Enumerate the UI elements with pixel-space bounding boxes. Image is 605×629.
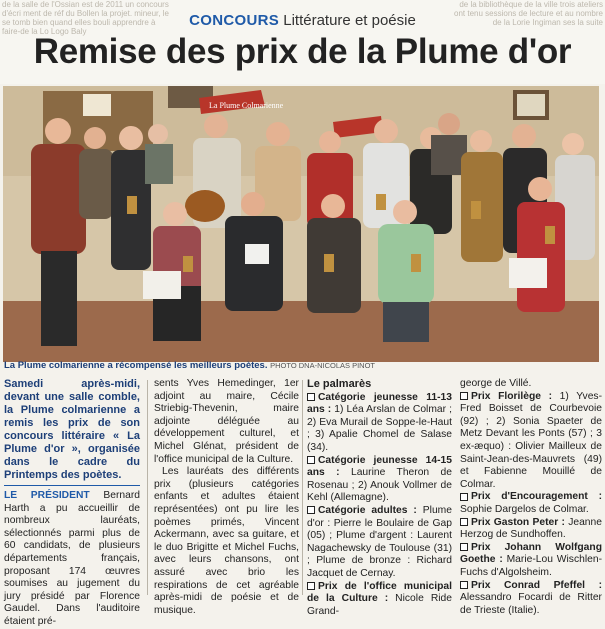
palmares-item [307, 392, 452, 455]
prize-winners: Jeanne Herzog de Sundhoffen. [460, 516, 602, 541]
prize-name: Prix d'Encouragement : [471, 491, 602, 503]
prize-name: Catégorie jeunesse 14-15 ans : [307, 454, 452, 479]
bullet-square-icon [460, 581, 468, 589]
banner-text: La Plume Colmarienne [209, 101, 284, 110]
column-rule [147, 380, 148, 595]
body-paragraph-2: sents Yves Hemedinger, 1er adjoint au maire, Cécile Striebig-Thevenin, maire adjointe déléguée au développement culturel, et Michel Glénat, président de l'office municipal de la Culture. [154, 378, 299, 465]
palmares-list [307, 392, 452, 619]
photo-caption [4, 360, 600, 371]
kicker-tag: CONCOURS [189, 12, 280, 29]
palmares-heading: Le palmarès [307, 378, 372, 390]
prize-name: Prix Florilège : [471, 390, 553, 402]
bullet-square-icon [307, 393, 315, 401]
column-2 [154, 378, 299, 617]
lead-in: LE PRÉSIDENT [4, 490, 90, 501]
prize-name: Prix Conrad Pfeffel : [471, 579, 602, 591]
prize-winners: Sophie Dargelos de Colmar. [460, 503, 589, 515]
bullet-square-icon [307, 506, 315, 514]
intro-divider [4, 485, 140, 486]
intro-paragraph: Samedi après-midi, devant une salle comble, la Plume colmarienne a remis les prix de son concours littéraire « La Plume d'or », organisée dans le cadre du Printemps des poètes. [4, 378, 140, 481]
group-photo [3, 86, 599, 362]
prize-name: Prix Johann Wolfgang Goethe : [460, 541, 602, 566]
kicker [0, 12, 605, 29]
bullet-square-icon [460, 518, 468, 526]
column-3-palmares [307, 378, 452, 618]
prize-name: Prix de l'office municipal de la Culture : [307, 580, 452, 605]
body-paragraph-3: Les lauréats des différents prix (plusieurs catégories enfants et adultes étaient représentées) ont pu lire les poèmes primés, Vincent Ackermann, avec sa guitare, et le duo Brigitte et Michel Fuchs, avec leurs chansons, ont assuré avec brio les respirations de cet agréable après-midi de poésie et de musique. [154, 466, 299, 616]
prize-winners: 1) Yves-Fred Boisset de Courbevoie (92) ; 2) Sonia Spaeter de Metz Devant les Ponts (57) ; 3 ex-æquo) : Olivier Mailleux de Saint-Jean-des-Mauvrets (49) et Fabienne Mouillé de Colmar. [460, 390, 602, 490]
palmares-item [460, 517, 602, 542]
prize-winners: Marie-Lou Wischlen-Fuchs d'Algolsheim. [460, 554, 602, 578]
column-rule [302, 380, 303, 595]
prize-name: Catégorie jeunesse 11-13 ans : [307, 391, 452, 416]
palmares-list-2 [460, 391, 602, 618]
kicker-subtitle: Littérature et poésie [283, 12, 416, 29]
headline: Remise des prix de la Plume d'or [33, 32, 572, 71]
prize-winners: Plume d'or : Pierre le Boulaire de Gap (05) ; Plume d'argent : Laurent Nagachewsky de Toulouse (31) ; Plume de bronze : Richard Jacquet de Cernay. [307, 504, 452, 579]
palmares-item [460, 491, 602, 516]
photo-credit: PHOTO DNA-NICOLAS PINOT [270, 361, 376, 370]
bullet-square-icon [460, 543, 468, 551]
bullet-square-icon [307, 582, 315, 590]
body-paragraph-1 [4, 490, 140, 629]
caption-text: La Plume colmarienne a récompensé les meilleurs poètes. [4, 360, 268, 371]
body-text-1: Bernard Harth a pu accueillir de nombreux lauréats, sélectionnés parmi plus de 60 candidats, de plusieurs départements français, proposant 174 œuvres soumises au jugement du jury présidé par Florence Gaudel. Dans l'auditoire étaient pré- [4, 490, 140, 627]
faded-adjacent-text-left: de la salle de l'Ossian est de 2011 un concours d'écri ment de réf du Bollen la projet. mineur, le se tomb bien quand elles bouli apprendre à faire-de la Lo Logo Baly [2, 0, 169, 36]
prize-name: Catégorie adultes : [318, 504, 417, 516]
palmares-item [460, 542, 602, 580]
palmares-item [307, 505, 452, 581]
bullet-square-icon [307, 456, 315, 464]
bullet-square-icon [460, 493, 468, 501]
article-header [0, 0, 605, 84]
palmares-item [460, 580, 602, 618]
prize-winners: Laurine Theron de Rosenau ; 2) Anouk Vollmer de Kehl (Allemagne). [307, 467, 452, 504]
prize-winners: 1) Léa Arslan de Colmar ; 2) Eva Murail de Soppe-le-Haut ; 3) Apalie Chomel de Salase (34). [307, 404, 452, 453]
bullet-square-icon [460, 392, 468, 400]
palmares-item [307, 455, 452, 505]
faded-adjacent-text-right: de la bibliothèque de la ville trois ateliers ont tenu sessions de lecture et au nombre de la Lorie Ingiman ses la suite [454, 0, 603, 27]
prize-winners: Nicole Ride Grand- [307, 593, 452, 617]
column-1 [4, 378, 140, 629]
prize-name: Prix Gaston Peter : [471, 516, 565, 528]
palmares-continuation: george de Villé. [460, 378, 532, 389]
column-4-palmares [460, 378, 602, 617]
prize-winners: Alessandro Focardi de Ritter de Trieste (Italie). [460, 592, 602, 616]
palmares-item [307, 581, 452, 619]
palmares-item [460, 391, 602, 492]
